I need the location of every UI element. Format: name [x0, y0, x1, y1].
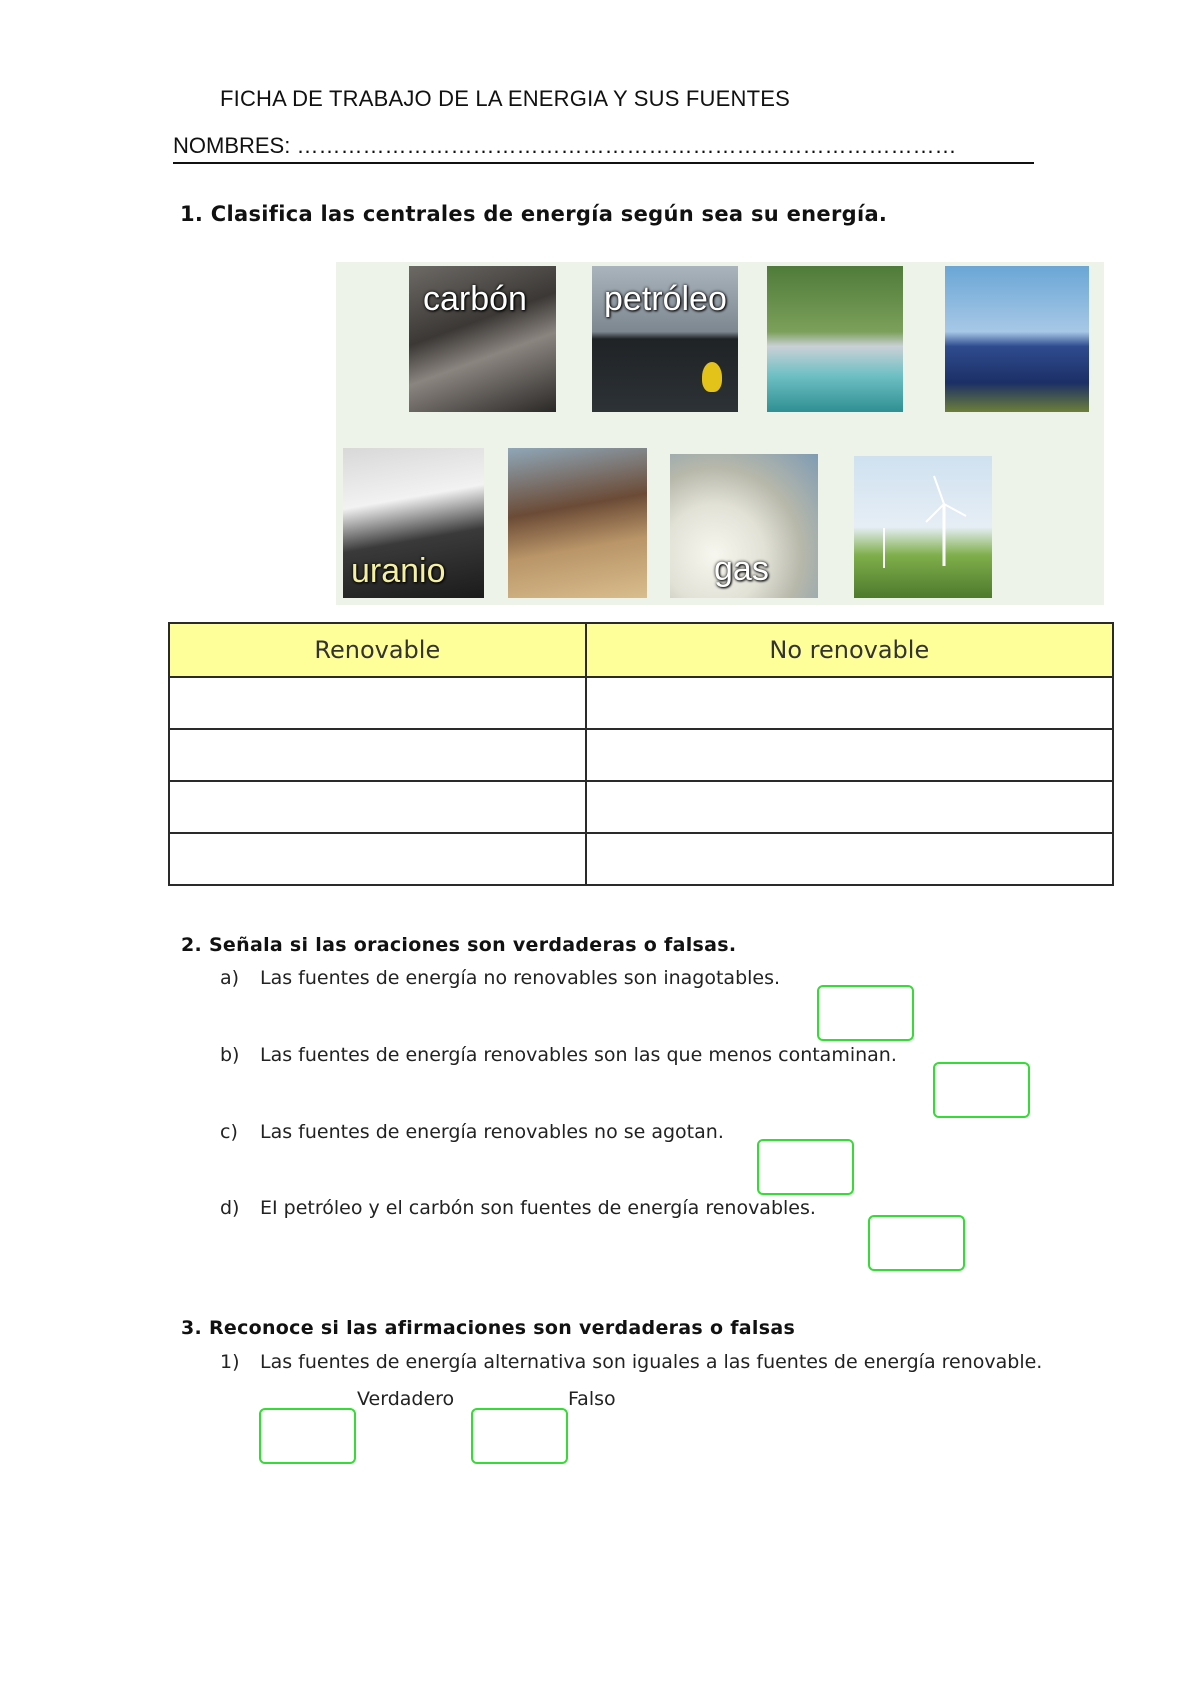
table-header-row	[169, 623, 1113, 677]
statement-text: Las fuentes de energía renovables no se agotan.	[260, 1121, 724, 1143]
statement-text: Las fuentes de energía alternativa son iguales a las fuentes de energía renovable.	[260, 1351, 1043, 1373]
answer-box-a[interactable]	[817, 985, 914, 1041]
nonrenewable-cell[interactable]	[586, 833, 1113, 885]
section3-heading: 3. Reconoce si las afirmaciones son verdaderas o falsas	[181, 1317, 796, 1339]
coal-photo	[409, 266, 556, 412]
statement-c	[220, 1121, 724, 1143]
section1-heading: 1. Clasifica las centrales de energía según sea su energía.	[180, 202, 888, 226]
statement-text: Las fuentes de energía no renovables son inagotables.	[260, 967, 781, 989]
renewable-cell[interactable]	[169, 677, 586, 729]
statement-letter: d)	[220, 1197, 240, 1219]
table-row	[169, 729, 1113, 781]
energy-images-panel	[336, 262, 1104, 605]
hydroelectric-dam-photo	[767, 266, 903, 412]
names-field[interactable]: NOMBRES: ………………………………………………………………………………	[173, 133, 957, 158]
nonrenewable-cell[interactable]	[586, 781, 1113, 833]
solar-panels-photo	[945, 266, 1089, 412]
statement-letter: c)	[220, 1121, 238, 1143]
uranium-photo	[343, 448, 484, 598]
gas-tanks-photo	[670, 454, 818, 598]
renewable-cell[interactable]	[169, 729, 586, 781]
coal-label: carbón	[423, 280, 527, 318]
oil-barrels-photo	[592, 266, 738, 412]
statement-b	[220, 1044, 897, 1066]
table-row	[169, 677, 1113, 729]
answer-box-c[interactable]	[757, 1139, 854, 1195]
nonrenewable-cell[interactable]	[586, 729, 1113, 781]
false-option-label: Falso	[568, 1388, 616, 1410]
worksheet-title: FICHA DE TRABAJO DE LA ENERGIA Y SUS FUENTES	[220, 86, 790, 111]
statement-a	[220, 967, 780, 989]
biomass-plant-photo	[508, 448, 647, 598]
statement-text: EI petróleo y el carbón son fuentes de energía renovables.	[260, 1197, 816, 1219]
renewable-cell[interactable]	[169, 781, 586, 833]
false-answer-box[interactable]	[471, 1408, 568, 1464]
oil-label: petróleo	[604, 280, 727, 318]
statement-letter: 1)	[220, 1351, 240, 1373]
wind-turbines-photo	[854, 456, 992, 598]
oil-drop-icon	[702, 362, 722, 392]
table-row	[169, 781, 1113, 833]
renewable-header: Renovable	[169, 623, 586, 677]
answer-box-b[interactable]	[933, 1062, 1030, 1118]
true-option-label: Verdadero	[357, 1388, 455, 1410]
statement-text: Las fuentes de energía renovables son las que menos contaminan.	[260, 1044, 897, 1066]
gas-label: gas	[714, 550, 769, 588]
table-row	[169, 833, 1113, 885]
nonrenewable-cell[interactable]	[586, 677, 1113, 729]
statement-letter: a)	[220, 967, 240, 989]
statement-1	[220, 1351, 1042, 1373]
section2-heading: 2. Señala si las oraciones son verdaderas o falsas.	[181, 934, 737, 956]
uranium-label: uranio	[351, 552, 446, 590]
nonrenewable-header: No renovable	[586, 623, 1113, 677]
names-underline	[173, 162, 1034, 164]
true-answer-box[interactable]	[259, 1408, 356, 1464]
answer-box-d[interactable]	[868, 1215, 965, 1271]
statement-letter: b)	[220, 1044, 240, 1066]
statement-d	[220, 1197, 816, 1219]
classification-table	[168, 622, 1114, 886]
renewable-cell[interactable]	[169, 833, 586, 885]
